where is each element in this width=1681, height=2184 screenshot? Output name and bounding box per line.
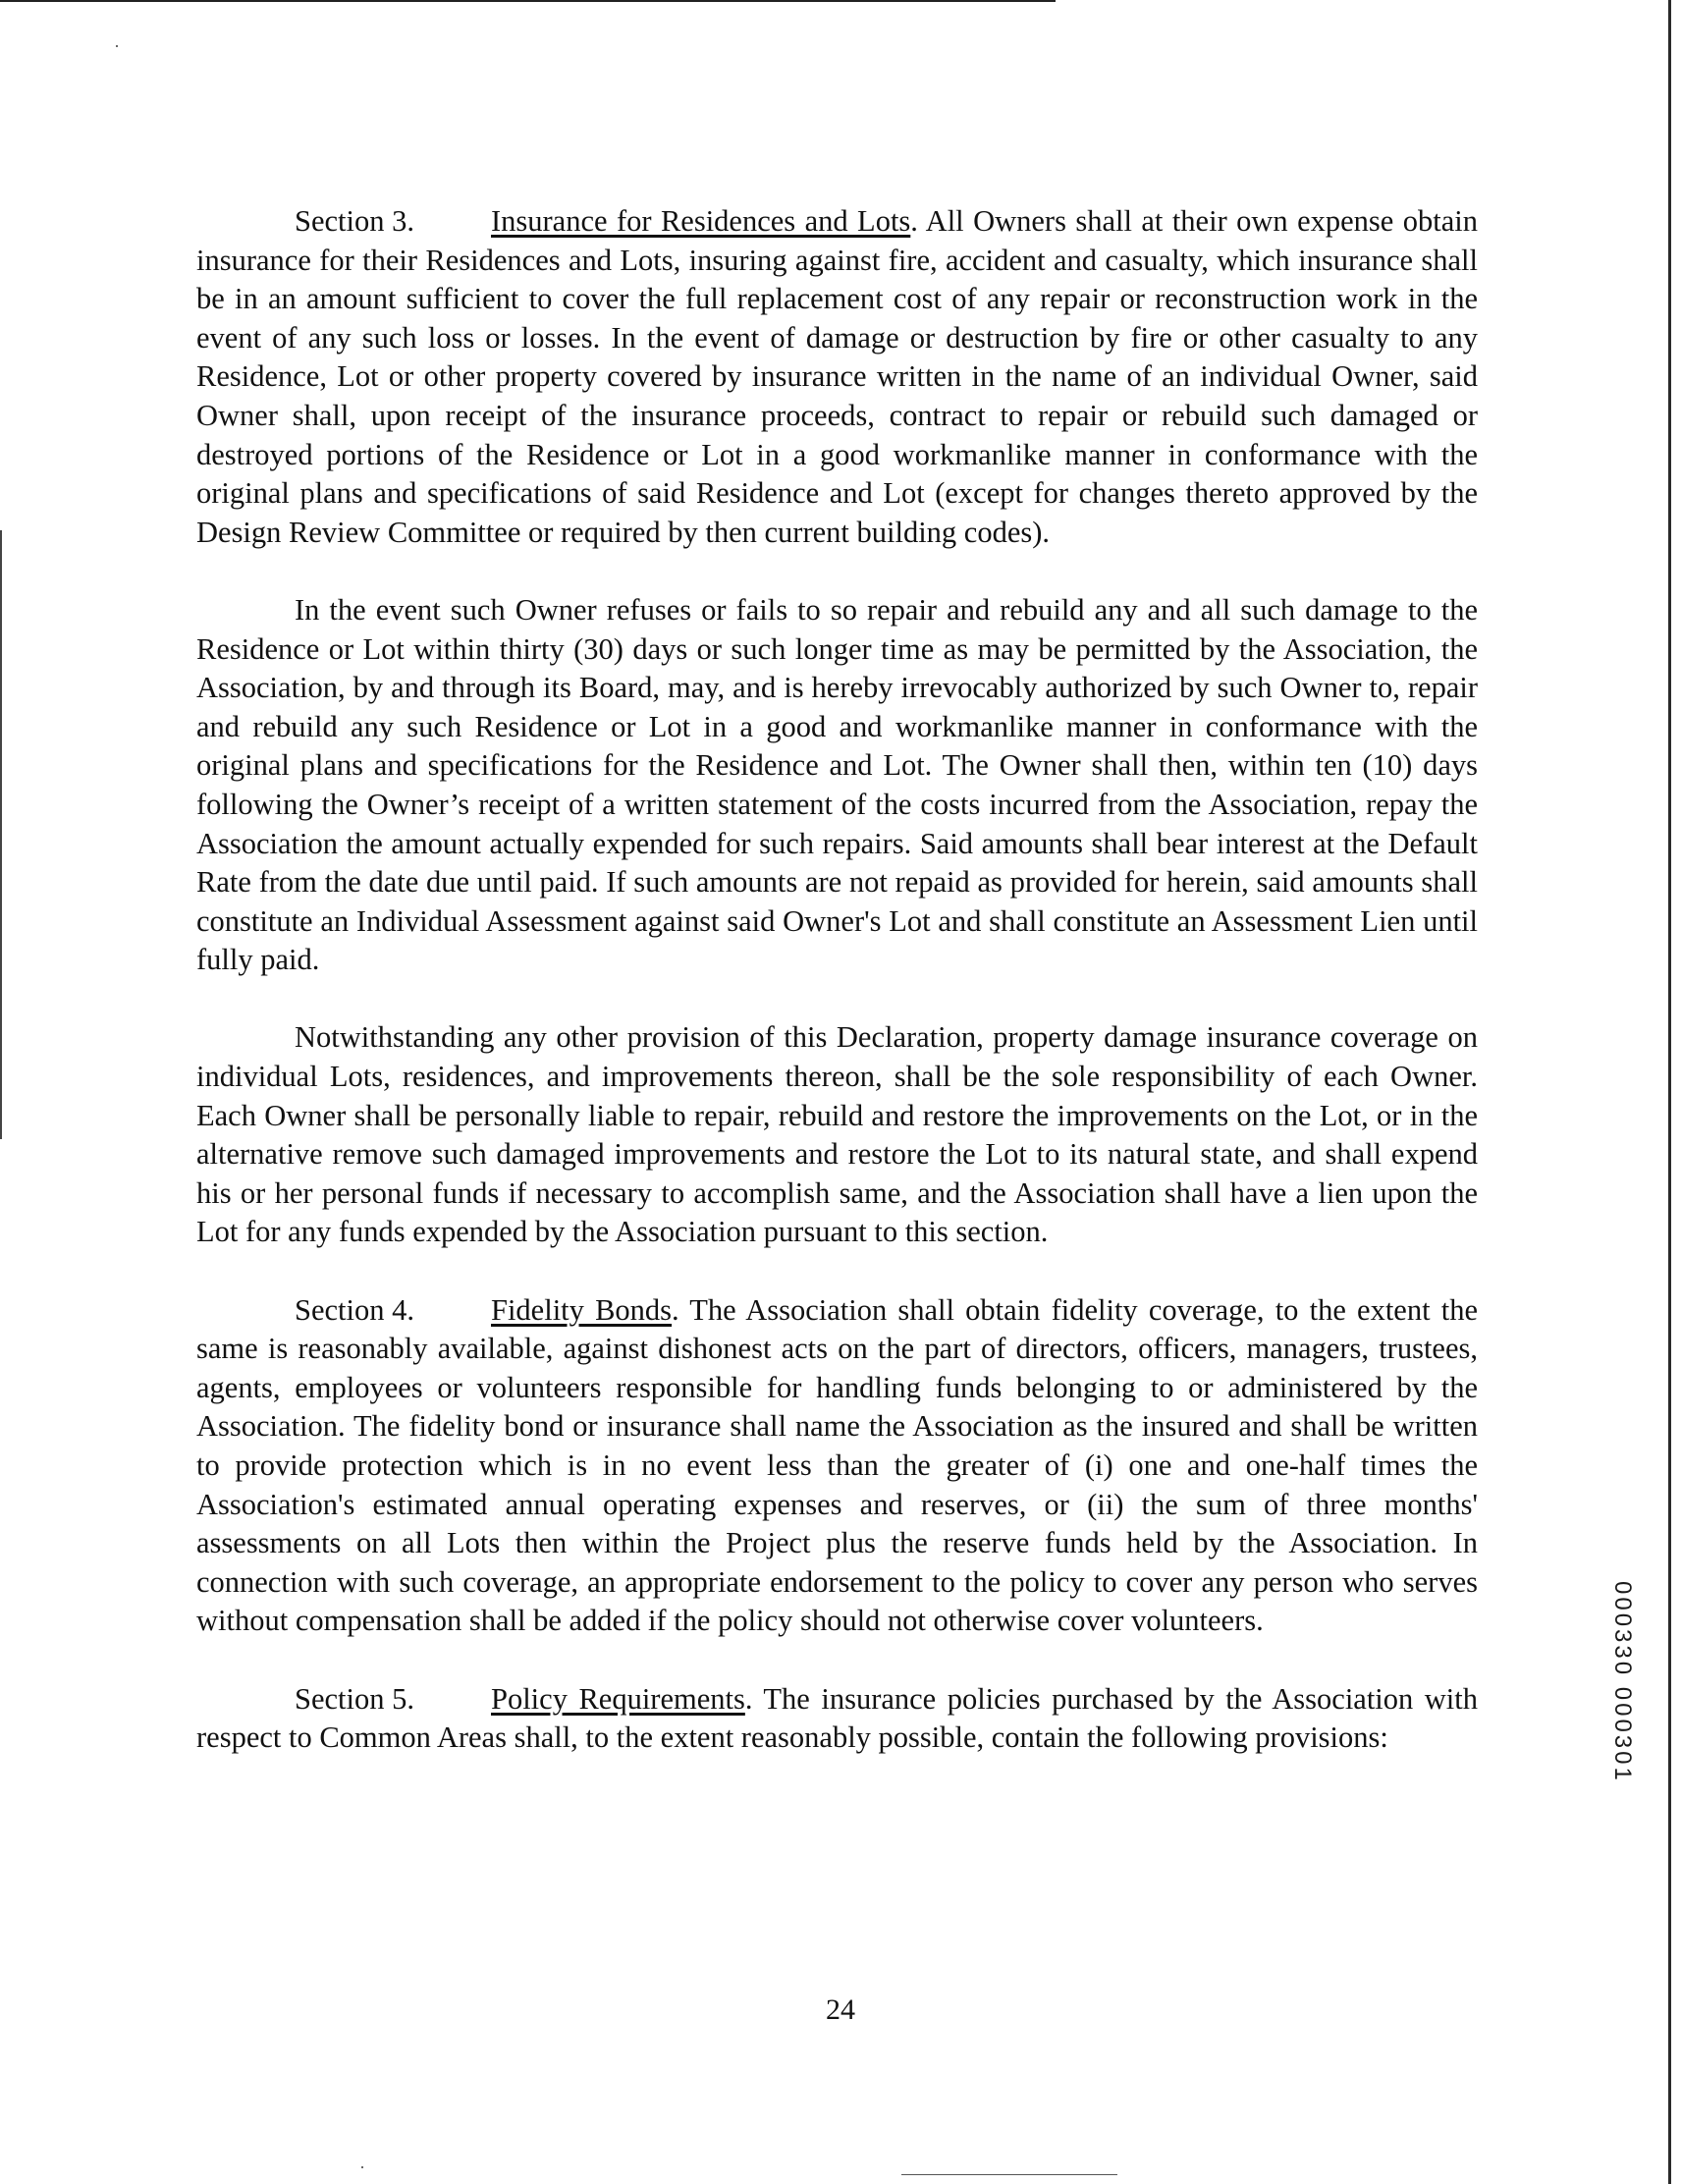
section-number: Section 5.	[295, 1681, 414, 1716]
paragraph: Notwithstanding any other provision of this Declaration, property damage insurance coverage on individual Lots, residences, and improvements thereon, shall be the sole responsibility of each Owner. Each Owner shall be personally liable to repair, rebuild and restore the improvements on the Lot, or in the alternative remove such damaged improvements and restore the Lot to its natural state, and shall expend his or her personal funds if necessary to accomplish same, and the Association shall have a lien upon the Lot for any funds expended by the Association pursuant to this section.	[196, 1020, 1478, 1249]
page-number: 24	[826, 1993, 855, 2026]
section-4-paragraph	[196, 1291, 1478, 1641]
scan-speck	[116, 45, 118, 47]
margin-recording-stamp	[1600, 1581, 1640, 1846]
section-5-paragraph	[196, 1680, 1478, 1758]
document-body	[196, 202, 1478, 1796]
scan-edge-top	[0, 0, 1056, 2]
stamp-text: 000330 000301	[1609, 1581, 1636, 1783]
scan-edge-bottom	[901, 2174, 1117, 2175]
section-3-paragraph	[196, 202, 1478, 552]
scan-edge-right	[1668, 0, 1671, 2184]
section-text: . The insurance policies purchased by the Association with respect to Common Areas shall, to the extent reasonably possible, contain the following provisions:	[196, 1681, 1479, 1755]
paragraph: In the event such Owner refuses or fails to so repair and rebuild any and all such damage to the Residence or Lot within thirty (30) days or such longer time as may be permitted by the Association, the Association, by and through its Board, may, and is hereby irrevocably authorized by such Owner to, repair and rebuild any such Residence or Lot in a good and workmanlike manner in conformance with the original plans and specifications for the Residence and Lot. The Owner shall then, within ten (10) days following the Owner’s receipt of a written statement of the costs incurred from the Association, repay the Association the amount actually expended for such repairs. Said amounts shall bear interest at the Default Rate from the date due until paid. If such amounts are not repaid as provided for herein, said amounts shall constitute an Individual Assessment against said Owner's Lot and shall constitute an Assessment Lien until fully paid.	[196, 592, 1478, 977]
scan-edge-left	[0, 530, 2, 1139]
section-text: . All Owners shall at their own expense obtain insurance for their Residences and Lots, insuring against fire, accident and casualty, which insurance shall be in an amount sufficient to cover the full replacement cost of any repair or reconstruction work in the event of any such loss or losses. In the event of damage or destruction by fire or other casualty to any Residence, Lot or other property covered by insurance written in the name of an individual Owner, said Owner shall, upon receipt of the insurance proceeds, contract to repair or rebuild such damaged or destroyed portions of the Residence or Lot in a good workmanlike manner in conformance with the original plans and specifications of said Residence and Lot (except for changes thereto approved by the Design Review Committee or required by then current building codes).	[196, 204, 1478, 549]
section-number: Section 3.	[295, 204, 414, 238]
section-title: Fidelity Bonds	[491, 1292, 673, 1327]
section-title: Policy Requirements	[491, 1681, 745, 1716]
section-number: Section 4.	[295, 1292, 414, 1327]
section-text: . The Association shall obtain fidelity coverage, to the extent the same is reasonably available, against dishonest acts on the part of directors, officers, managers, trustees, agents, employees or volunteers responsible for handling funds belonging to or administered by the Association. The fidelity bond or insurance shall name the Association as the insured and shall be written to provide protection which is in no event less than the greater of (i) one and one-half times the Association's estimated annual operating expenses and reserves, or (ii) the sum of three months' assessments on all Lots then within the Project plus the reserve funds held by the Association. In connection with such coverage, an appropriate endorsement to the policy to cover any person who serves without compensation shall be added if the policy should not otherwise cover volunteers.	[196, 1292, 1479, 1638]
section-title: Insurance for Residences and Lots	[491, 204, 911, 238]
scan-speck	[361, 2166, 363, 2168]
